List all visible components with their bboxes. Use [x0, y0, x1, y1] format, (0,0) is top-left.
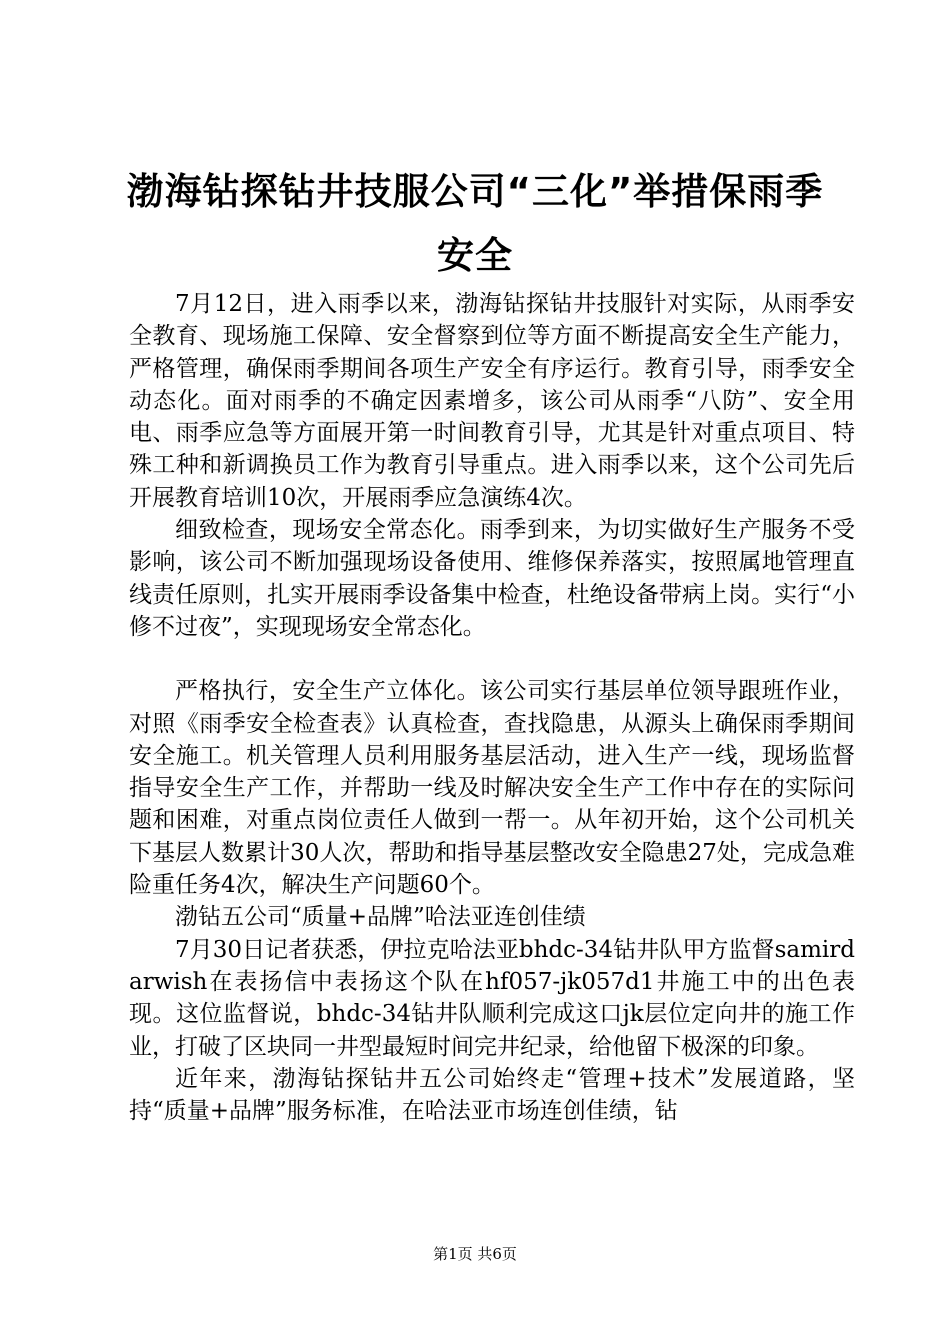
paragraph-recent-years: 近年来，渤海钻探钻井五公司始终走“管理+技术”发展道路，坚持“质量+品牌”服务标准，在哈法亚市场连创佳绩，钻 [129, 1065, 855, 1125]
page-number: 第1页 共6页 [433, 1245, 517, 1263]
paragraph-news: 7月30日记者获悉，伊拉克哈法亚bhdc-34钻井队甲方监督samirdarwish在表扬信中表扬这个队在hf057-jk057d1井施工中的出色表现。这位监督说，bhdc-34钻井队顺利完成这口jk层位定向井的施工作业，打破了区块同一井型最短时间完井纪录，给他留下极深的印象。 [129, 936, 855, 1060]
paragraph-education: 7月12日，进入雨季以来，渤海钻探钻井技服针对实际，从雨季安全教育、现场施工保障、安全督察到位等方面不断提高安全生产能力，严格管理，确保雨季期间各项生产安全有序运行。教育引导，雨季安全动态化。面对雨季的不确定因素增多，该公司从雨季“八防”、安全用电、雨季应急等方面展开第一时间教育引导，尤其是针对重点项目、特殊工种和新调换员工作为教育引导重点。进入雨季以来，这个公司先后开展教育培训10次，开展雨季应急演练4次。 [129, 291, 855, 511]
document-body [129, 288, 855, 1127]
page-footer [0, 1244, 950, 1264]
paragraph-execution: 严格执行，安全生产立体化。该公司实行基层单位领导跟班作业，对照《雨季安全检查表》认真检查，查找隐患，从源头上确保雨季期间安全施工。机关管理人员利用服务基层活动，进入生产一线，现场监督指导安全生产工作，并帮助一线及时解决安全生产工作中存在的实际问题和困难，对重点岗位责任人做到一帮一。从年初开始，这个公司机关下基层人数累计30人次，帮助和指导基层整改安全隐患27处，完成急难险重任务4次，解决生产问题60个。 [129, 678, 855, 899]
paragraph-spacer [129, 643, 855, 675]
paragraph-inspection: 细致检查，现场安全常态化。雨季到来，为切实做好生产服务不受影响，该公司不断加强现场设备使用、维修保养落实，按照属地管理直线责任原则，扎实开展雨季设备集中检查，杜绝设备带病上岗。实行“小修不过夜”，实现现场安全常态化。 [129, 517, 855, 640]
document-title: 渤海钻探钻井技服公司“三化”举措保雨季安全 [126, 170, 824, 277]
section-heading: 渤钻五公司“质量+品牌”哈法亚连创佳绩 [175, 904, 586, 931]
